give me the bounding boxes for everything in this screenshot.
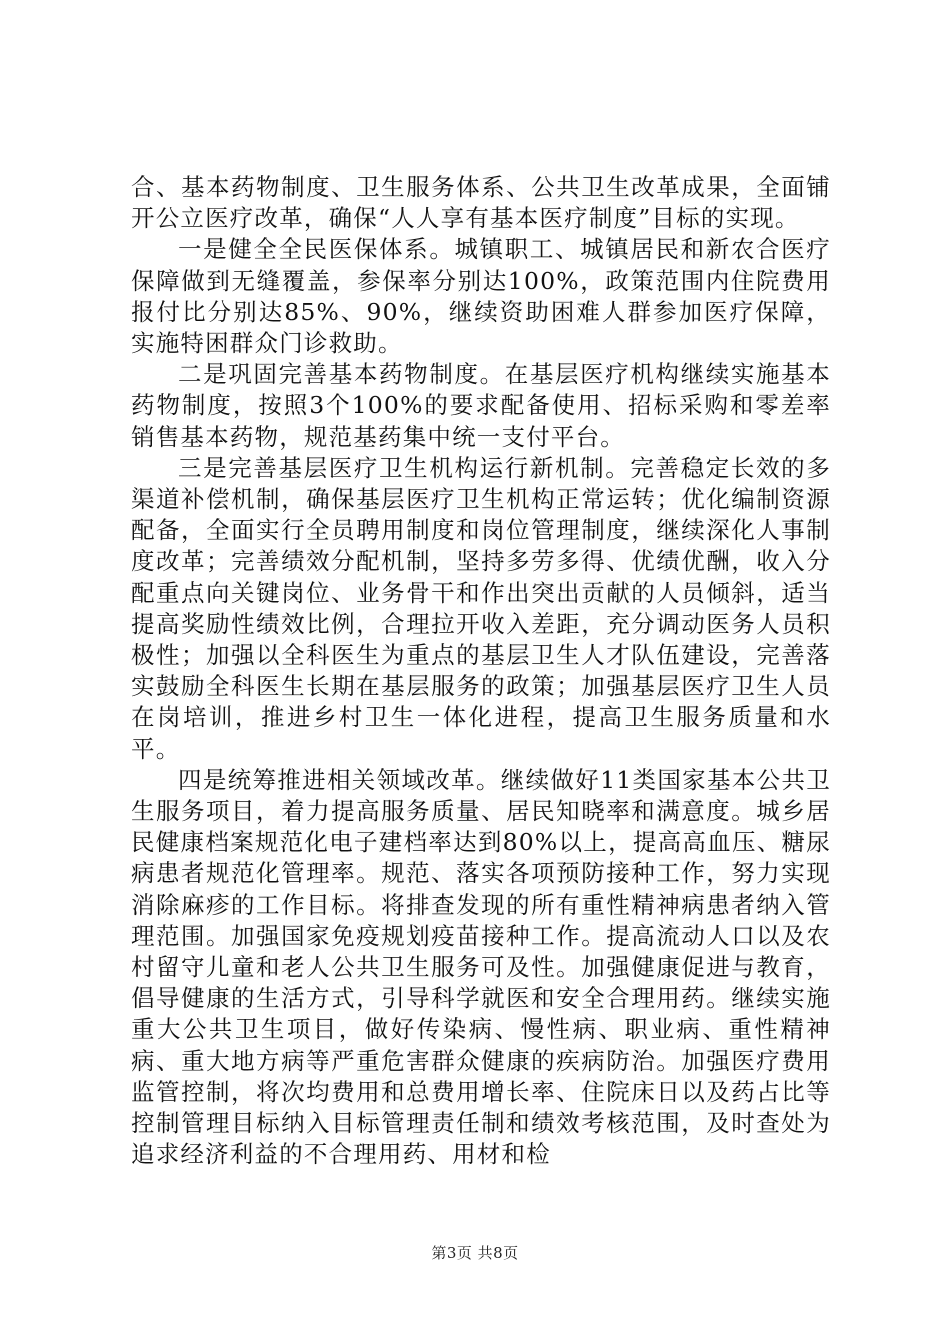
paragraph-related-reforms: 四是统筹推进相关领域改革。继续做好11类国家基本公共卫生服务项目，着力提高服务质量、居民知晓率和满意度。城乡居民健康档案规范化电子建档率达到80%以上，提高高血压、糖尿病患者规范化管理率。规范、落实各项预防接种工作，努力实现消除麻疹的工作目标。将排查发现的所有重性精神病患者纳入管理范围。加强国家免疫规划疫苗接种工作。提高流动人口以及农村留守儿童和老人公共卫生服务可及性。加强健康促进与教育，倡导健康的生活方式，引导科学就医和安全合理用药。继续实施重大公共卫生项目，做好传染病、慢性病、职业病、重性精神病、重大地方病等严重危害群众健康的疾病防治。加强医疗费用监管控制，将次均费用和总费用增长率、住院床日以及药占比等控制管理目标纳入目标管理责任制和绩效考核范围，及时查处为追求经济利益的不合理用药、用材和检 bbox=[131, 765, 831, 1169]
paragraph-medical-insurance: 一是健全全民医保体系。城镇职工、城镇居民和新农合医疗保障做到无缝覆盖，参保率分别达100%，政策范围内住院费用报付比分别达85%、90%，继续资助困难人群参加医疗保障，实施特困群众门诊救助。 bbox=[131, 235, 831, 358]
paragraph-grassroots-mechanism: 三是完善基层医疗卫生机构运行新机制。完善稳定长效的多渠道补偿机制，确保基层医疗卫生机构正常运转；优化编制资源配备，全面实行全员聘用制度和岗位管理制度，继续深化人事制度改革；完善绩效分配机制，坚持多劳多得、优绩优酬，收入分配重点向关键岗位、业务骨干和作出突出贡献的人员倾斜，适当提高奖励性绩效比例，合理拉开收入差距，充分调动医务人员积极性；加强以全科医生为重点的基层卫生人才队伍建设，完善落实鼓励全科医生长期在基层服务的政策；加强基层医疗卫生人员在岗培训，推进乡村卫生一体化进程，提高卫生服务质量和水平。 bbox=[131, 453, 831, 763]
paragraph-essential-drugs: 二是巩固完善基本药物制度。在基层医疗机构继续实施基本药物制度，按照3个100%的要求配备使用、招标采购和零差率销售基本药物，规范基药集中统一支付平台。 bbox=[131, 360, 831, 451]
paragraph-continuation: 合、基本药物制度、卫生服务体系、公共卫生改革成果，全面铺开公立医疗改革，确保“人人享有基本医疗制度”目标的实现。 bbox=[131, 173, 831, 233]
document-body bbox=[131, 172, 831, 1171]
page-footer: 第3页 共8页 bbox=[431, 1244, 519, 1262]
